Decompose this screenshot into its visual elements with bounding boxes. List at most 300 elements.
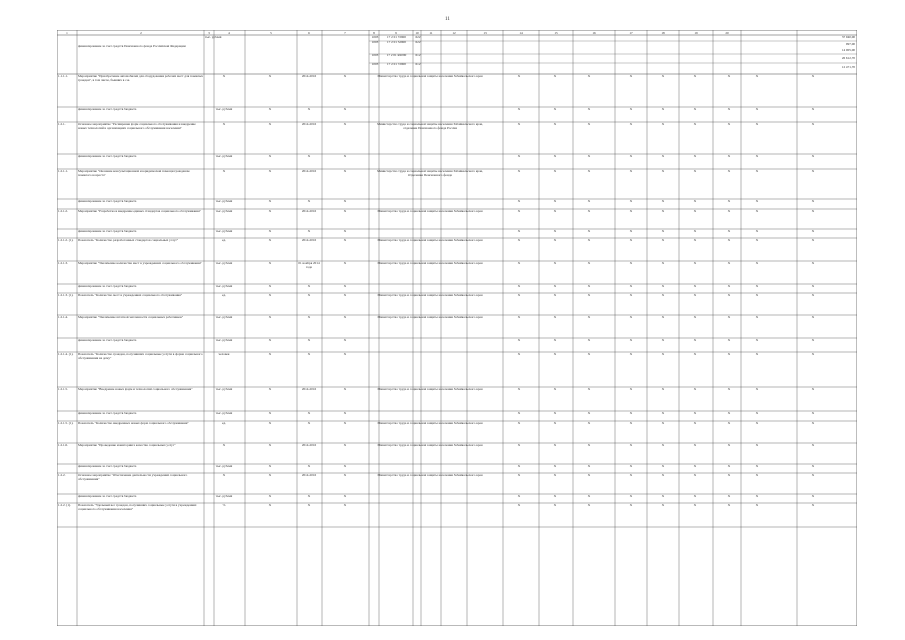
value-x-mark: X [517, 294, 521, 297]
program-table [57, 30, 857, 626]
value-x-mark: X [553, 123, 557, 126]
row-x-mark: X [268, 465, 272, 468]
value-x-mark: X [587, 504, 591, 507]
row-x-mark: X [343, 504, 347, 507]
row-x-mark: X [268, 239, 272, 242]
value-x-mark: X [587, 108, 591, 111]
value-x-mark: X [629, 504, 633, 507]
row-name: Основное мероприятие "Расширение форм социального обслуживания и внедрение новых технологий в организациях социального обслуживания населения" [78, 123, 196, 130]
row-unit: тыс. рублей [215, 210, 233, 213]
value-x-mark: X [553, 504, 557, 507]
value-x-mark: X [587, 170, 591, 173]
row-x-mark: X [268, 108, 272, 111]
row-executor: Министерство труда и социальной защиты населения Забайкальского края [377, 444, 483, 447]
value-x-mark: X [727, 294, 731, 297]
row-name: Основное мероприятие "Обеспечение деятельности учреждений социального обслуживания" [78, 474, 188, 481]
value-x-mark: X [517, 339, 521, 342]
value-x-mark: X [811, 504, 815, 507]
row-executor [370, 339, 490, 351]
row-name: Мероприятие "Внедрение новых форм и технологий социального обслуживания" [78, 388, 193, 391]
value-x-mark: X [811, 422, 815, 425]
row-number: 1.2.2. (1). [58, 504, 71, 507]
row-x-mark: X [343, 388, 347, 391]
row-number: 1.2.2. [58, 474, 66, 477]
value-x-mark: X [727, 504, 731, 507]
row-unit: тыс. рублей [215, 412, 233, 415]
value-x-mark: X [693, 75, 697, 78]
value-x-mark: X [587, 75, 591, 78]
value-x-mark: X [661, 388, 665, 391]
value-x-mark: X [629, 75, 633, 78]
value-x-mark: X [661, 210, 665, 213]
row-number: 1.2.1.4. [58, 316, 68, 319]
row-year: X [307, 422, 311, 425]
value-x-mark: X [755, 412, 759, 415]
row-x-mark: X [268, 262, 272, 265]
value-x-mark: X [811, 474, 815, 477]
value-x-mark: X [811, 465, 815, 468]
row-unit: тыс. рублей [215, 262, 233, 265]
value-x-mark: X [693, 210, 697, 213]
row-name: финансирование за счет средств бюджета [78, 339, 137, 342]
value-x-mark: X [629, 388, 633, 391]
value-x-mark: X [587, 465, 591, 468]
value-x-mark: X [629, 444, 633, 447]
value-x-mark: X [553, 262, 557, 265]
row-executor [370, 108, 490, 121]
value-x-mark: X [693, 108, 697, 111]
value-x-mark: X [693, 388, 697, 391]
value-x-mark: X [811, 285, 815, 288]
value-x-mark: X [517, 285, 521, 288]
value-x-mark: X [553, 444, 557, 447]
value-x-mark: X [517, 504, 521, 507]
value-x-mark: X [587, 474, 591, 477]
value-x-mark: X [587, 239, 591, 242]
row-name: финансирование за счет средств бюджета [78, 108, 137, 111]
row-name: Показатель "Количество граждан, получивших социальные услуги в форме социального обслуживания на дому" [78, 353, 203, 360]
value-x-mark: X [517, 444, 521, 447]
row-name: Показатель "Количество мест в учреждениях социального обслуживания" [78, 294, 183, 297]
row-x-mark: X [268, 75, 272, 78]
top-vr: 612 [415, 54, 421, 57]
value-x-mark: X [661, 200, 665, 203]
row-executor: Министерство труда и социальной защиты населения Забайкальского края, Отделение Пенсионного фонда [377, 170, 483, 177]
row-name: финансирование за счет средств бюджета [78, 465, 137, 468]
value-x-mark: X [727, 339, 731, 342]
value-x-mark: X [755, 504, 759, 507]
value-x-mark: X [693, 316, 697, 319]
value-x-mark: X [811, 316, 815, 319]
row-x-mark: X [343, 108, 347, 111]
row-x-mark: X [343, 239, 347, 242]
row-year: 2014-2016 [301, 170, 317, 173]
value-x-mark: X [727, 474, 731, 477]
value-x-mark: X [755, 353, 759, 356]
value-x-mark: X [661, 422, 665, 425]
row-year: X [307, 230, 311, 233]
row-name: финансирование за счет средств бюджета [78, 412, 137, 415]
column-number: 5 [270, 30, 272, 35]
value-x-mark: X [727, 108, 731, 111]
value-x-mark: X [755, 230, 759, 233]
column-number: 13 [483, 30, 487, 35]
value-x-mark: X [553, 412, 557, 415]
value-x-mark: X [587, 353, 591, 356]
row-year: X [307, 339, 311, 342]
row-number [58, 285, 76, 292]
value-x-mark: X [629, 200, 633, 203]
value-x-mark: X [727, 495, 731, 498]
value-x-mark: X [629, 108, 633, 111]
value-x-mark: X [629, 412, 633, 415]
column-number: 12 [452, 30, 456, 35]
row-name: Мероприятие "Приобретение автомобилей для оборудования рабочих мест для пожилых граждан", в том числе, бывших в с.и. [78, 75, 203, 82]
value-x-mark: X [661, 316, 665, 319]
row-year: X [307, 412, 311, 415]
value-x-mark: X [693, 465, 697, 468]
value-x-mark: X [811, 170, 815, 173]
value-x-mark: X [661, 239, 665, 242]
row-year: 2014-2016 [301, 444, 317, 447]
row-unit: тыс. рублей [215, 388, 233, 391]
row-number [58, 465, 76, 472]
value-x-mark: X [811, 75, 815, 78]
value-x-mark: X [661, 339, 665, 342]
value-x-mark: X [517, 210, 521, 213]
value-x-mark: X [693, 353, 697, 356]
value-x-mark: X [553, 170, 557, 173]
value-x-mark: X [587, 210, 591, 213]
value-x-mark: X [661, 170, 665, 173]
row-unit: тыс. рублей [215, 495, 233, 498]
value-x-mark: X [811, 239, 815, 242]
value-x-mark: X [755, 155, 759, 158]
value-x-mark: X [727, 155, 731, 158]
value-x-mark: X [693, 294, 697, 297]
row-x-mark: X [268, 444, 272, 447]
value-x-mark: X [553, 388, 557, 391]
value-x-mark: X [727, 123, 731, 126]
row-executor [370, 200, 490, 208]
value-x-mark: X [553, 474, 557, 477]
row-x-mark: X [343, 353, 347, 356]
row-name: финансирование за счет средств бюджета [78, 155, 137, 158]
top-funding-note: финансирование за счет средств Пенсионного фонда Российской Федерации [78, 45, 186, 48]
row-number: 1.2.1.5. [58, 388, 68, 391]
value-x-mark: X [587, 294, 591, 297]
column-number: 19 [694, 30, 698, 35]
value-x-mark: X [517, 495, 521, 498]
value-x-mark: X [517, 170, 521, 173]
row-x-mark: X [343, 200, 347, 203]
value-x-mark: X [629, 155, 633, 158]
column-number: 4 [228, 30, 230, 35]
row-year: 2014-2016 [301, 210, 317, 213]
row-executor [370, 230, 490, 237]
top-kbk: 17 2 01 R2090 [386, 54, 407, 57]
value-x-mark: X [755, 108, 759, 111]
row-year: X [307, 316, 311, 319]
value-x-mark: X [629, 339, 633, 342]
value-x-mark: X [727, 422, 731, 425]
value-x-mark: X [755, 200, 759, 203]
value-x-mark: X [727, 239, 731, 242]
value-x-mark: X [629, 239, 633, 242]
value-x-mark: X [811, 123, 815, 126]
row-year: X [307, 285, 311, 288]
row-number [58, 108, 76, 121]
row-executor: Министерство труда и социальной защиты населения Забайкальского края [377, 474, 483, 477]
row-executor: Министерство труда и социальной защиты населения Забайкальского края [377, 262, 483, 265]
row-x-mark: X [343, 474, 347, 477]
row-x-mark: X [343, 294, 347, 297]
value-x-mark: X [727, 230, 731, 233]
row-unit: тыс. рублей [215, 108, 233, 111]
row-executor [370, 465, 490, 472]
row-number [58, 200, 76, 208]
value-x-mark: X [755, 495, 759, 498]
row-x-mark: X [268, 504, 272, 507]
row-number [58, 339, 76, 351]
row-executor: Министерство труда и социальной защиты населения Забайкальского края, отделение Пенсионного фонда России [377, 123, 483, 130]
value-x-mark: X [727, 210, 731, 213]
value-x-mark: X [517, 422, 521, 425]
value-x-mark: X [587, 155, 591, 158]
row-x-mark: X [268, 230, 272, 233]
row-unit: тыс. рублей [215, 200, 233, 203]
value-x-mark: X [517, 123, 521, 126]
row-unit: ед. [222, 239, 226, 242]
value-x-mark: X [517, 316, 521, 319]
row-name: финансирование за счет средств бюджета [78, 200, 137, 203]
value-x-mark: X [693, 495, 697, 498]
row-unit: тыс. рублей [215, 465, 233, 468]
row-year: X [307, 504, 311, 507]
value-x-mark: X [661, 230, 665, 233]
value-x-mark: X [693, 170, 697, 173]
value-x-mark: X [693, 123, 697, 126]
row-name: финансирование за счет средств бюджета [78, 230, 137, 233]
value-x-mark: X [587, 412, 591, 415]
value-x-mark: X [727, 316, 731, 319]
column-number: 18 [661, 30, 665, 35]
row-name: Мероприятие "Увеличение штатной численности социальных работников" [78, 316, 184, 319]
value-x-mark: X [693, 239, 697, 242]
row-x-mark: X [343, 412, 347, 415]
row-x-mark: X [343, 123, 347, 126]
value-x-mark: X [629, 474, 633, 477]
row-number: 1.2.1.3. [58, 262, 68, 265]
value-x-mark: X [693, 444, 697, 447]
value-x-mark: X [629, 316, 633, 319]
top-total: 14 005,00 [841, 49, 855, 52]
row-x-mark: X [343, 495, 347, 498]
value-x-mark: X [661, 123, 665, 126]
value-x-mark: X [553, 465, 557, 468]
row-x-mark: X [268, 388, 272, 391]
row-year: X [307, 495, 311, 498]
value-x-mark: X [693, 230, 697, 233]
value-x-mark: X [629, 465, 633, 468]
value-x-mark: X [693, 504, 697, 507]
row-x-mark: X [343, 422, 347, 425]
top-kbk: 17 2 01 52900 [387, 41, 406, 44]
row-x-mark: X [343, 155, 347, 158]
value-x-mark: X [755, 465, 759, 468]
row-unit: X [222, 444, 226, 447]
row-x-mark: X [268, 495, 272, 498]
column-number: 17 [629, 30, 633, 35]
top-vr: 622 [415, 41, 421, 44]
row-x-mark: X [268, 200, 272, 203]
top-kbk: 17 2 01 72900 [387, 36, 406, 39]
value-x-mark: X [517, 155, 521, 158]
value-x-mark: X [517, 465, 521, 468]
row-year: X [307, 155, 311, 158]
value-x-mark: X [727, 353, 731, 356]
row-x-mark: X [343, 316, 347, 319]
value-x-mark: X [587, 339, 591, 342]
top-code: 1003 [371, 63, 379, 66]
value-x-mark: X [755, 239, 759, 242]
value-x-mark: X [811, 353, 815, 356]
value-x-mark: X [629, 353, 633, 356]
row-x-mark: X [268, 123, 272, 126]
row-executor: Министерство труда и социальной защиты населения Забайкальского края [377, 316, 483, 319]
row-year: 01 ноября 2014 года [298, 262, 320, 269]
value-x-mark: X [553, 294, 557, 297]
value-x-mark: X [693, 412, 697, 415]
row-name: Показатель "Количество внедренных новых форм социального обслуживания" [78, 422, 189, 425]
value-x-mark: X [755, 339, 759, 342]
value-x-mark: X [587, 444, 591, 447]
row-number: 1.2.1.4. (1). [58, 353, 74, 356]
row-executor: Министерство труда и социальной защиты населения Забайкальского края [377, 294, 483, 297]
row-executor [370, 285, 490, 292]
value-x-mark: X [811, 210, 815, 213]
row-x-mark: X [268, 474, 272, 477]
value-x-mark: X [661, 262, 665, 265]
value-x-mark: X [629, 230, 633, 233]
value-x-mark: X [661, 495, 665, 498]
value-x-mark: X [553, 316, 557, 319]
top-total: 26 612,70 [841, 57, 855, 60]
value-x-mark: X [587, 316, 591, 319]
row-number: 1.2.1.2. [58, 210, 68, 213]
row-number [58, 230, 76, 237]
column-number: 2 [140, 30, 142, 35]
row-x-mark: X [343, 465, 347, 468]
value-x-mark: X [693, 155, 697, 158]
row-unit: % [222, 504, 226, 507]
value-x-mark: X [661, 412, 665, 415]
top-kbk: 17 2 01 72900 [387, 63, 406, 66]
row-x-mark: X [343, 262, 347, 265]
value-x-mark: X [727, 285, 731, 288]
row-unit: тыс. рублей [215, 316, 233, 319]
row-x-mark: X [268, 155, 272, 158]
row-x-mark: X [268, 339, 272, 342]
value-x-mark: X [727, 388, 731, 391]
value-x-mark: X [517, 108, 521, 111]
row-number: 1.1.1.1. [58, 75, 68, 78]
row-executor [370, 504, 490, 526]
value-x-mark: X [755, 388, 759, 391]
row-x-mark: X [343, 210, 347, 213]
value-x-mark: X [553, 200, 557, 203]
value-x-mark: X [755, 170, 759, 173]
row-year: 2014-2016 [301, 474, 317, 477]
value-x-mark: X [755, 444, 759, 447]
top-vr: 622 [415, 36, 421, 39]
row-number: 1.2.1.3. (1). [58, 294, 74, 297]
value-x-mark: X [587, 123, 591, 126]
row-unit: X [222, 170, 226, 173]
value-x-mark: X [517, 474, 521, 477]
row-unit: тыс. рублей [215, 339, 233, 342]
row-x-mark: X [268, 422, 272, 425]
row-executor [370, 353, 490, 386]
top-code: 1003 [371, 41, 379, 44]
row-year: X [307, 108, 311, 111]
value-x-mark: X [517, 239, 521, 242]
value-x-mark: X [755, 123, 759, 126]
value-x-mark: X [727, 75, 731, 78]
row-x-mark: X [343, 339, 347, 342]
value-x-mark: X [587, 495, 591, 498]
value-x-mark: X [661, 75, 665, 78]
value-x-mark: X [727, 465, 731, 468]
row-year: X [307, 294, 311, 297]
column-number: 9 [395, 30, 397, 35]
row-x-mark: X [268, 285, 272, 288]
value-x-mark: X [727, 412, 731, 415]
value-x-mark: X [587, 285, 591, 288]
column-number: 10 [415, 30, 419, 35]
row-number [58, 155, 76, 168]
row-unit: X [222, 75, 226, 78]
value-x-mark: X [587, 200, 591, 203]
row-year: 2014-2016 [301, 123, 317, 126]
value-x-mark: X [629, 170, 633, 173]
page-number: 11 [445, 17, 450, 22]
row-unit: ед. [222, 294, 226, 297]
value-x-mark: X [727, 170, 731, 173]
value-x-mark: X [727, 200, 731, 203]
value-x-mark: X [693, 422, 697, 425]
row-name: Показатель "Количество разработанных стандартов социальных услуг" [78, 239, 179, 242]
value-x-mark: X [693, 262, 697, 265]
row-number: 1.2.1.6. [58, 444, 68, 447]
row-x-mark: X [343, 75, 347, 78]
row-number: 1.2.1. [58, 123, 66, 126]
top-total: 12 471,70 [841, 66, 855, 69]
row-unit: человек [218, 353, 230, 356]
row-executor: Министерство труда и социальной защиты населения Забайкальского края [377, 239, 483, 242]
value-x-mark: X [811, 200, 815, 203]
row-name: финансирование за счет средств бюджета [78, 285, 137, 288]
column-number: 6 [308, 30, 310, 35]
row-year: X [307, 200, 311, 203]
row-executor: Министерство труда и социальной защиты населения Забайкальского края [377, 75, 483, 78]
top-code: 1003 [371, 36, 379, 39]
value-x-mark: X [693, 285, 697, 288]
value-x-mark: X [811, 262, 815, 265]
row-unit: ед. [222, 422, 226, 425]
value-x-mark: X [755, 474, 759, 477]
value-x-mark: X [811, 388, 815, 391]
